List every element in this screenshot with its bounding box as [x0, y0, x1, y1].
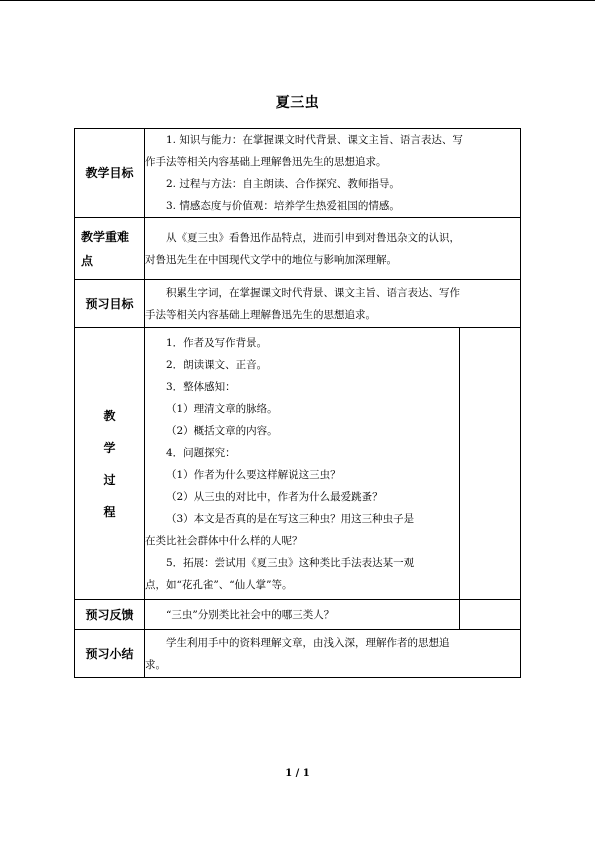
- keypoints-label-line: 教学重难: [81, 229, 130, 244]
- summary-line: 学生利用手中的资料理解文章，由浅入深，理解作者的思想追: [166, 636, 450, 649]
- page-title: 夏三虫: [275, 95, 320, 111]
- objectives-line: 3. 情感态度与价值观：培养学生热爱祖国的情感。: [166, 200, 400, 212]
- process-line: （2）从三虫的对比中，作者为什么最爱跳蚤？: [166, 490, 383, 503]
- keypoints-content: [145, 218, 521, 280]
- row-objectives: [75, 129, 521, 218]
- process-line: （1）作者为什么要这样解说这三虫？: [166, 468, 341, 481]
- feedback-notes-cell: [460, 600, 521, 630]
- process-line: （3）本文是否真的是在写这三种虫？用这三种虫子是: [166, 512, 415, 525]
- process-line: （1）理清文章的脉络。: [166, 402, 278, 415]
- objectives-line: 1. 知识与能力：在掌握课文时代背景、课文主旨、语言表达、写: [166, 134, 463, 146]
- objectives-line: 2. 过程与方法：自主朗读、合作探究、教师指导。: [166, 178, 400, 190]
- process-line: 在类比社会群体中什么样的人呢？: [145, 534, 303, 547]
- keypoints-line: 从《夏三虫》看鲁迅作品特点，进而引申到对鲁迅杂文的认识，: [166, 231, 460, 244]
- feedback-label: 预习反馈: [75, 600, 145, 630]
- feedback-line: “三虫”分别类比社会中的哪三类人？: [166, 608, 335, 621]
- process-line: 2．朗读课文、正音。: [166, 358, 268, 371]
- process-line: （2）概括文章的内容。: [166, 424, 278, 437]
- preview-goal-content: [145, 280, 521, 328]
- header-rule: [0, 0, 595, 1]
- process-notes-cell: [460, 328, 521, 600]
- process-line: 4．问题探究：: [166, 446, 236, 459]
- preview-goal-line: 手法等相关内容基础上理解鲁迅先生的思想追求。: [145, 308, 376, 321]
- process-label-char: 程: [103, 504, 116, 519]
- objectives-line: 作手法等相关内容基础上理解鲁迅先生的思想追求。: [145, 156, 387, 168]
- keypoints-label-line: 点: [81, 253, 94, 268]
- process-line: 3．整体感知：: [166, 380, 236, 393]
- row-summary: [75, 630, 521, 678]
- process-line: 点，如“花孔雀”、“仙人掌”等。: [145, 578, 293, 591]
- summary-line: 求。: [145, 658, 166, 671]
- summary-label: 预习小结: [75, 630, 145, 678]
- row-keypoints: [75, 218, 521, 280]
- objectives-label: 教学目标: [75, 129, 145, 218]
- lesson-plan-table: [74, 128, 521, 678]
- keypoints-label: [75, 218, 145, 280]
- process-label: [75, 328, 145, 600]
- row-preview-goal: [75, 280, 521, 328]
- summary-content: [145, 630, 521, 678]
- preview-goal-line: 积累生字词，在掌握课文时代背景、课文主旨、语言表达、写作: [166, 286, 460, 299]
- process-line: 1．作者及写作背景。: [166, 336, 268, 349]
- process-line: 5．拓展：尝试用《夏三虫》这种类比手法表达某一观: [166, 556, 415, 569]
- keypoints-line: 对鲁迅先生在中国现代文学中的地位与影响加深理解。: [145, 253, 397, 266]
- page-indicator: 1 / 1: [285, 768, 310, 779]
- row-process: [75, 328, 521, 600]
- process-label-char: 过: [103, 472, 116, 487]
- row-feedback: [75, 600, 521, 630]
- feedback-content: [145, 600, 460, 630]
- objectives-content: [145, 129, 521, 218]
- process-content: [145, 328, 460, 600]
- process-label-char: 教: [103, 408, 116, 423]
- process-label-char: 学: [103, 440, 116, 455]
- preview-goal-label: 预习目标: [75, 280, 145, 328]
